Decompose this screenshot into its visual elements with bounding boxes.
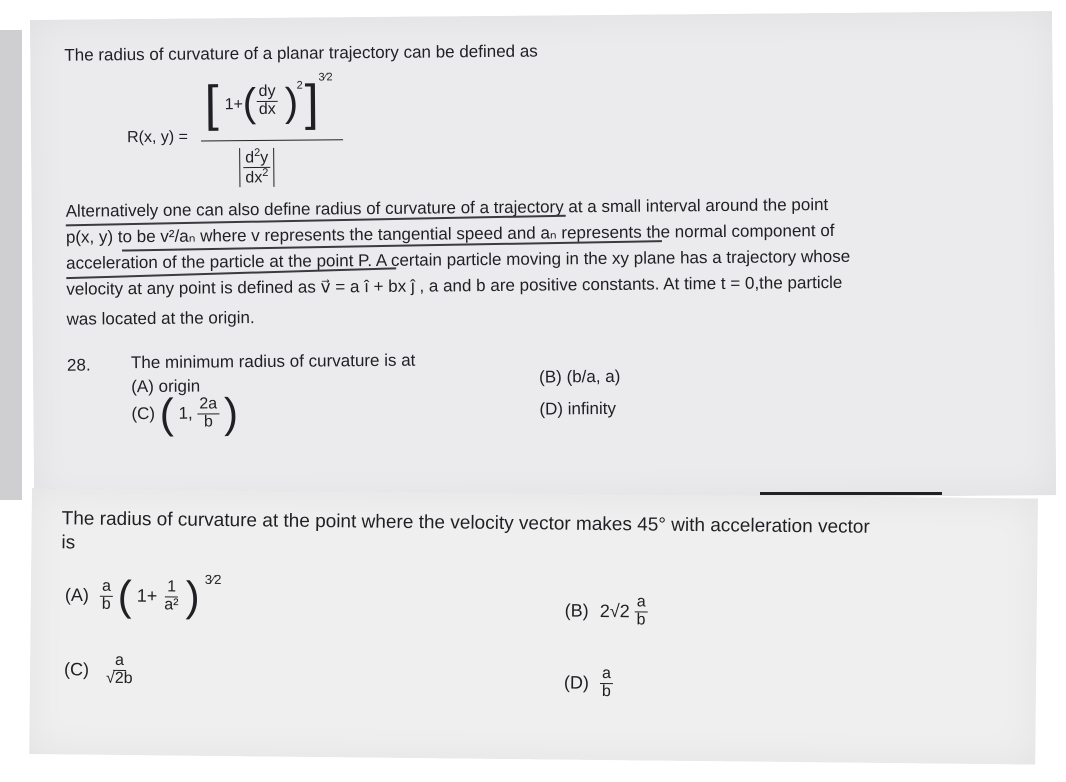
q29-a-den: a² [164,595,179,614]
dy: dy [257,84,278,102]
q29-b-den: b [636,611,646,629]
d2y-d: d [245,149,255,167]
q29-d-num: a [600,666,613,684]
q29-option-d [564,666,613,701]
q29-a-left-paren: ( [117,571,133,620]
formula-lhs: R(x, y) = [126,128,188,147]
formula-one-plus: 1+ [224,96,244,114]
dx2-sup: 2 [262,167,269,180]
left-bracket: [ [204,75,219,132]
right-paren: ) [284,80,299,125]
power-two: 2 [296,79,303,92]
q29-a-exp-den: 2 [214,571,222,587]
intro-line: The radius of curvature of a planar trajectory can be defined as [64,41,538,65]
right-bracket: ] [304,74,319,131]
q28-option-b: (B) (b/a, a) [539,366,621,387]
q29-option-b [565,594,648,629]
exp-num: 3 [318,71,325,84]
q29-a-num: 1 [165,579,178,597]
q28-option-d: (D) infinity [539,398,617,419]
exponent-three-halves: 3⁄2 [318,71,333,84]
paragraph-line-4: velocity at any point is defined as v⃗ = a î + bx ĵ , a and b are positive constants. At time t = 0,the particle [66,272,843,299]
top-page-photo [30,11,1056,504]
dx2: dx [245,169,263,187]
q28-question: The minimum radius of curvature is at [130,350,416,373]
paragraph-line-1: Alternatively one can also define radius of curvature of a trajectory at a small interval around the point [65,195,829,221]
page-edge-line [760,492,942,495]
main-fraction-bar [201,139,343,142]
q29-a-one-plus: 1+ [136,585,158,606]
q29-a-label: (A) [64,584,89,606]
q29-a-exponent: 3⁄2 [204,571,222,587]
q28-c-right-paren: ) [223,389,239,437]
q29-a-b: b [101,595,111,613]
q29-d-den: b [601,682,611,700]
q29-a-right-paren: ) [185,572,200,620]
q29-option-c [64,652,135,687]
q29-b-label: (B) [564,600,589,621]
q29-a-a: a [100,578,113,596]
q28-c-num: 2a [197,396,219,414]
q28-option-c-label: (C) [131,403,156,424]
bottom-page-photo [29,488,1038,765]
q29-b-coef: 2√2 [599,600,630,622]
paragraph-line-3: acceleration of the particle at the point P. A certain particle moving in the xy plane has a trajectory whose [66,246,851,273]
d2y-y: y [260,149,269,167]
page-shadow-edge [0,30,22,500]
dx: dx [258,100,276,118]
formula-fraction [201,71,352,206]
q29-question-line-1: The radius of curvature at the point where the velocity vector makes 45° with acceleration vector [61,508,870,538]
q29-question-line-2: is [61,532,76,554]
q29-option-a [64,571,222,620]
paragraph-line-5: was located at the origin. [66,308,255,329]
q28-c-left-paren: ( [159,389,174,437]
q29-a-exp-num: 3 [204,571,213,587]
exp-den: 2 [326,71,333,84]
q28-c-one: 1, [178,403,193,423]
q28-number: 28. [66,355,91,375]
paragraph-line-2: p(x, y) to be v²/aₙ where v represents the tangential speed and aₙ represents the normal component of [65,220,835,247]
q29-b-num: a [635,594,648,612]
q29-c-label: (C) [64,659,90,680]
q28-c-den: b [203,412,213,430]
second-derivative [239,148,274,188]
dy-over-dx [257,84,278,119]
q29-c-num: a [113,653,126,671]
q29-d-label: (D) [563,672,590,693]
q29-c-den: √2b [105,669,133,687]
q28-option-c [131,389,239,437]
q28-option-a: (A) origin [131,376,201,397]
d2y-sup: 2 [254,146,261,160]
left-paren: ( [242,81,257,126]
